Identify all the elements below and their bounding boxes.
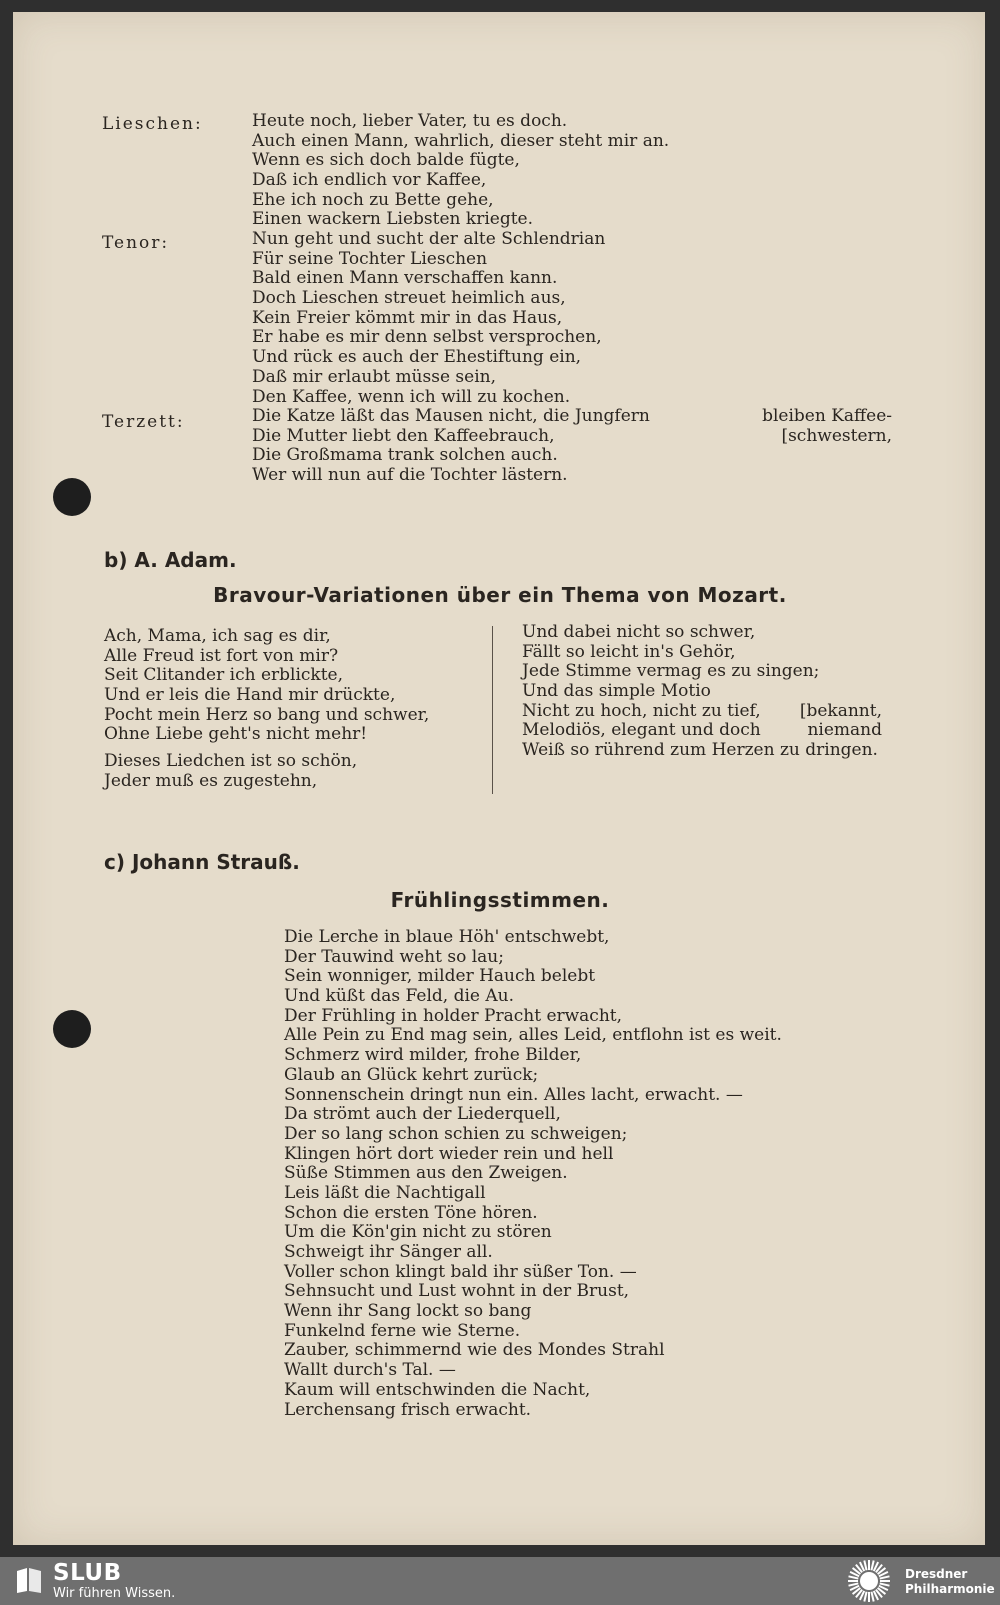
verse-line [252, 407, 892, 427]
verse-line: Den Kaffee, wenn ich will zu kochen. [252, 386, 571, 407]
library-tagline: Wir führen Wissen. [53, 1586, 176, 1601]
verse-line: Funkelnd ferne wie Sterne. [284, 1320, 521, 1341]
verse-line: Glaub an Glück kehrt zurück; [284, 1064, 539, 1085]
verse-line: Schon die ersten Töne hören. [284, 1202, 538, 1223]
speaker-lieschen: Lieschen: [102, 114, 203, 134]
verse-line: Dieses Liedchen ist so schön, [104, 751, 358, 772]
verse-line: Schmerz wird milder, frohe Bilder, [284, 1045, 582, 1066]
library-name[interactable]: SLUB [53, 1560, 122, 1586]
verse-line: Ach, Mama, ich sag es dir, [104, 626, 331, 646]
orchestra-name-line1: Dresdner [905, 1567, 968, 1581]
verse-line: Und dabei nicht so schwer, [522, 622, 756, 642]
verse-line [522, 702, 882, 722]
verse-line-right: niemand [807, 720, 882, 741]
verse-line: Pocht mein Herz so bang und schwer, [104, 704, 430, 725]
verse-line: Seit Clitander ich erblickte, [104, 665, 344, 686]
verse-line-right: [bekannt, [799, 700, 882, 721]
verse-line: Wenn ihr Sang lockt so bang [284, 1301, 532, 1322]
tenor-verse [252, 230, 605, 407]
verse-line: Er habe es mir denn selbst versprochen, [252, 327, 602, 348]
verse-line: Daß ich endlich vor Kaffee, [252, 170, 487, 191]
verse-line-right: [schwestern, [781, 425, 892, 446]
verse-line: Zauber, schimmernd wie des Mondes Strahl [284, 1340, 665, 1361]
adam-right-column [522, 623, 882, 761]
verse-line: Süße Stimmen aus den Zweigen. [284, 1163, 568, 1184]
lieschen-verse [252, 112, 669, 230]
verse-line: Einen wackern Liebsten kriegte. [252, 209, 533, 230]
verse-line: Sehnsucht und Lust wohnt in der Brust, [284, 1281, 630, 1302]
verse-line: Nun geht und sucht der alte Schlendrian [252, 229, 606, 249]
verse-line: Der so lang schon schien zu schweigen; [284, 1123, 628, 1144]
speaker-terzett: Terzett: [102, 412, 185, 432]
verse-line: Für seine Tochter Lieschen [252, 248, 488, 269]
verse-line: Und das simple Motio [522, 681, 711, 702]
verse-line: Kein Freier kömmt mir in das Haus, [252, 307, 563, 328]
verse-line: Daß mir erlaubt müsse sein, [252, 366, 496, 387]
verse-line-left: Melodiös, elegant und doch [522, 720, 761, 741]
verse-line: Jeder muß es zugestehn, [104, 770, 318, 791]
terzett-verse [252, 407, 892, 486]
verse-line: Sonnenschein dringt nun ein. Alles lacht, erwacht. — [284, 1084, 743, 1105]
verse-line: Kaum will entschwinden die Nacht, [284, 1379, 591, 1400]
title-bravour-variationen: Bravour-Variationen über ein Thema von Mozart. [213, 583, 787, 607]
verse-line-left: Die Katze läßt das Mausen nicht, die Jungfern [252, 406, 650, 426]
verse-line: Der Frühling in holder Pracht erwacht, [284, 1005, 623, 1026]
section-heading-adam: b) A. Adam. [104, 548, 237, 572]
sunburst-icon[interactable] [841, 1558, 897, 1604]
orchestra-name-line2: Philharmonie [905, 1582, 995, 1596]
verse-line: Klingen hört dort wieder rein und hell [284, 1143, 614, 1164]
verse-line: Sein wonniger, milder Hauch belebt [284, 966, 596, 987]
punch-hole [53, 478, 91, 516]
verse-line: Der Tauwind weht so lau; [284, 946, 504, 967]
book-icon [14, 1565, 44, 1595]
verse-line: Und er leis die Hand mir drückte, [104, 685, 396, 706]
adam-left-column [104, 627, 429, 792]
verse-line: Da strömt auch der Liederquell, [284, 1104, 561, 1125]
verse-line: Leis läßt die Nachtigall [284, 1182, 486, 1203]
verse-line: Lerchensang frisch erwacht. [284, 1399, 532, 1420]
verse-line: Alle Freud ist fort von mir? [104, 645, 339, 666]
verse-line [252, 427, 892, 447]
verse-line [522, 721, 882, 741]
verse-line: Die Lerche in blaue Höh' entschwebt, [284, 927, 610, 947]
verse-line-right: bleiben Kaffee- [762, 406, 892, 426]
verse-line: Wenn es sich doch balde fügte, [252, 150, 520, 171]
verse-line: Die Großmama trank solchen auch. [252, 445, 558, 466]
verse-line: Bald einen Mann verschaffen kann. [252, 268, 558, 289]
verse-line: Schweigt ihr Sänger all. [284, 1242, 493, 1262]
verse-line: Auch einen Mann, wahrlich, dieser steht mir an. [252, 130, 670, 151]
verse-line: Voller schon klingt bald ihr süßer Ton. — [284, 1261, 637, 1282]
verse-line: Weiß so rührend zum Herzen zu dringen. [522, 740, 878, 761]
title-fruehlingsstimmen: Frühlingsstimmen. [390, 888, 610, 912]
verse-line: Wer will nun auf die Tochter lästern. [252, 465, 568, 486]
verse-line: Alle Pein zu End mag sein, alles Leid, entflohn ist es weit. [284, 1025, 782, 1046]
footer-bar [0, 1557, 1000, 1605]
verse-line: Fällt so leicht in's Gehör, [522, 641, 736, 662]
punch-hole [53, 1010, 91, 1048]
verse-line: Heute noch, lieber Vater, tu es doch. [252, 111, 568, 131]
section-heading-strauss: c) Johann Strauß. [104, 850, 300, 874]
verse-line: Jede Stimme vermag es zu singen; [522, 661, 820, 682]
speaker-tenor: Tenor: [102, 233, 170, 253]
verse-line: Um die Kön'gin nicht zu stören [284, 1222, 552, 1243]
verse-line: Wallt durch's Tal. — [284, 1360, 456, 1381]
strauss-verse [284, 928, 782, 1420]
verse-line: Doch Lieschen streuet heimlich aus, [252, 288, 566, 309]
verse-line: Und rück es auch der Ehestiftung ein, [252, 347, 582, 368]
verse-line: Ohne Liebe geht's nicht mehr! [104, 724, 368, 745]
verse-line: Ehe ich noch zu Bette gehe, [252, 189, 494, 210]
verse-line-left: Nicht zu hoch, nicht zu tief, [522, 700, 761, 721]
verse-line: Und küßt das Feld, die Au. [284, 986, 515, 1007]
verse-line-left: Die Mutter liebt den Kaffeebrauch, [252, 425, 555, 446]
column-divider [492, 626, 493, 794]
